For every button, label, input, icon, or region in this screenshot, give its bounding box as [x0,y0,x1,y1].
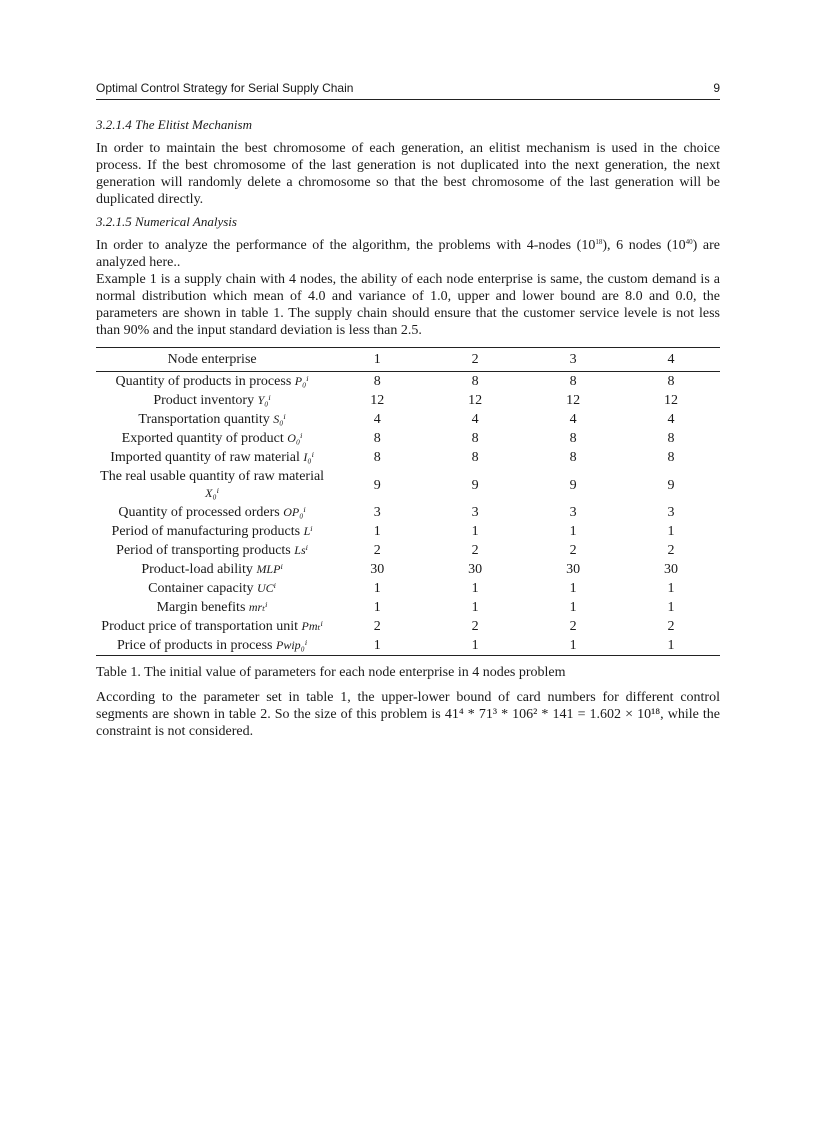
cell-value: 1 [667,600,675,615]
row-label-text: Quantity of products in process [115,374,292,389]
table-row [96,560,720,579]
row-label [96,579,328,598]
cell-value: 8 [667,431,675,446]
table-row [96,598,720,617]
cell-value: 4 [667,412,675,427]
table-row [96,636,720,656]
cell-value: 8 [471,450,479,465]
section-heading-elitist: 3.2.1.4 The Elitist Mechanism [96,117,252,132]
row-label-text: Transportation quantity [138,412,270,427]
row-symbol: Pwip₀ⁱ [275,638,308,652]
cell-value: 1 [569,524,577,539]
cell-value: 30 [468,562,483,577]
row-label [96,560,328,579]
row-symbol: P₀ⁱ [294,374,309,388]
row-label-text: Period of manufacturing products [111,524,301,539]
table-row [96,579,720,598]
header-cell: 4 [667,352,675,367]
cell-value: 12 [664,393,679,408]
row-label [96,636,328,656]
cell-value: 1 [471,600,479,615]
cell-value: 1 [667,638,675,653]
running-title: Optimal Control Strategy for Serial Supply Chain [96,81,354,95]
table-caption: Table 1. The initial value of parameters for each node enterprise in 4 nodes problem [96,665,566,680]
row-symbol: Lsⁱ [294,543,309,557]
main-content [96,117,720,740]
cell-value: 4 [373,412,381,427]
cell-value: 9 [373,477,381,493]
row-label [96,391,328,410]
row-symbol: Pmₜⁱ [301,619,323,633]
cell-value: 8 [471,374,479,389]
intro-text-b: ), 6 nodes (10 [602,238,686,253]
row-label-text: Period of transporting products [116,543,291,558]
table-row [96,448,720,467]
row-label [96,598,328,617]
cell-value: 2 [667,619,675,634]
cell-value: 9 [569,477,577,493]
table-row [96,617,720,636]
row-label [96,467,328,503]
header-cell: Node enterprise [167,352,257,367]
intro-text-c: ) are analyzed here.. [96,238,720,270]
cell-value: 1 [373,581,381,596]
row-label [96,372,328,392]
row-label [96,522,328,541]
table-row [96,503,720,522]
cell-value: 30 [566,562,581,577]
cell-value: 8 [471,431,479,446]
row-label-text: Price of products in process [116,638,273,653]
cell-value: 2 [667,543,675,558]
problem-size-formula: 41⁴ * 71³ * 106² * 141 = 1.602 × 10¹⁸ [444,707,661,722]
row-symbol: S₀ⁱ [273,412,286,426]
cell-value: 1 [471,638,479,653]
section-heading-numerical: 3.2.1.5 Numerical Analysis [96,214,237,229]
row-label-text: Product inventory [153,393,255,408]
table-header-row [96,348,720,372]
cell-value: 2 [471,619,479,634]
cell-value: 8 [569,374,577,389]
row-label-text: Product-load ability [141,562,253,577]
cell-value: 8 [569,450,577,465]
row-symbol: mrₜⁱ [248,600,268,614]
header-cell: 2 [471,352,479,367]
intro-exp-a: 18 [595,238,603,246]
cell-value: 9 [667,477,675,493]
row-label [96,410,328,429]
table-row [96,541,720,560]
row-symbol: UCⁱ [256,581,277,595]
row-symbol: O₀ⁱ [287,431,303,445]
row-label-text: Imported quantity of raw material [110,450,300,465]
cell-value: 3 [667,505,675,520]
table-row [96,429,720,448]
page-number: 9 [713,81,720,95]
cell-value: 3 [569,505,577,520]
table-row [96,372,720,392]
header-cell: 3 [569,352,577,367]
cell-value: 8 [667,374,675,389]
table-row [96,391,720,410]
cell-value: 4 [471,412,479,427]
cell-value: 8 [373,431,381,446]
cell-value: 12 [566,393,581,408]
row-label [96,503,328,522]
cell-value: 2 [373,619,381,634]
cell-value: 2 [471,543,479,558]
table-body [96,372,720,656]
parameter-table [96,347,720,656]
cell-value: 4 [569,412,577,427]
cell-value: 2 [569,619,577,634]
cell-value: 1 [373,524,381,539]
row-label-text: Margin benefits [156,600,246,615]
intro-exp-b: 40 [685,238,693,246]
cell-value: 9 [471,477,479,493]
cell-value: 2 [373,543,381,558]
paragraph-closing [96,689,720,740]
cell-value: 1 [667,524,675,539]
row-symbol: OP₀ⁱ [283,505,306,519]
row-label-text: Exported quantity of product [121,431,284,446]
row-label-text: Product price of transportation unit [101,619,299,634]
cell-value: 30 [370,562,385,577]
row-label [96,429,328,448]
row-symbol: Lⁱ [303,524,313,538]
cell-value: 2 [569,543,577,558]
table-row [96,522,720,541]
cell-value: 1 [471,581,479,596]
intro-text-a: In order to analyze the performance of the algorithm, the problems with 4-nodes (10 [96,238,596,253]
paragraph-example: Example 1 is a supply chain with 4 nodes, the ability of each node enterprise is same, the custom demand is a normal distribution which mean of 4.0 and variance of 1.0, upper and lower bound are 8.0 and 0.0, the parameters are shown in table 1. The supply chain should ensure that the customer service levele is not less than 90% and the input standard deviation is less than 2.5. [96,272,720,338]
cell-value: 8 [373,450,381,465]
row-label [96,617,328,636]
cell-value: 1 [471,524,479,539]
paragraph-numerical-intro [96,237,720,271]
cell-value: 12 [468,393,483,408]
paragraph-elitist: In order to maintain the best chromosome of each generation, an elitist mechanism is used in the choice process. If the best chromosome of the last generation is not duplicated into the next generation, the next generation will randomly delete a chromosome so that the best chromosome of the last generation will be duplicated directly. [96,141,720,207]
cell-value: 1 [373,600,381,615]
cell-value: 30 [664,562,679,577]
closing-tail: , while the constraint is not considered. [96,707,721,739]
cell-value: 12 [370,393,385,408]
row-label-text: The real usable quantity of raw material [100,469,325,484]
row-label [96,448,328,467]
row-symbol: I₀ⁱ [303,450,315,464]
cell-value: 3 [471,505,479,520]
row-symbol: X₀ⁱ [205,486,220,500]
cell-value: 8 [373,374,381,389]
cell-value: 1 [569,600,577,615]
cell-value: 8 [569,431,577,446]
cell-value: 1 [569,581,577,596]
table-row [96,410,720,429]
cell-value: 1 [667,581,675,596]
closing-text: According to the parameter set in table 1, the upper-lower bound of card numbers for different control segments are shown in table 2. So the size of this problem is [96,690,720,722]
cell-value: 1 [373,638,381,653]
table-row [96,467,720,503]
row-label-text: Container capacity [148,581,254,596]
row-symbol: MLPⁱ [256,562,283,576]
row-symbol: Y₀ⁱ [257,393,271,407]
cell-value: 1 [569,638,577,653]
running-header [96,81,720,100]
cell-value: 3 [373,505,381,520]
header-cell: 1 [373,352,381,367]
row-label-text: Quantity of processed orders [118,505,280,520]
cell-value: 8 [667,450,675,465]
row-label [96,541,328,560]
